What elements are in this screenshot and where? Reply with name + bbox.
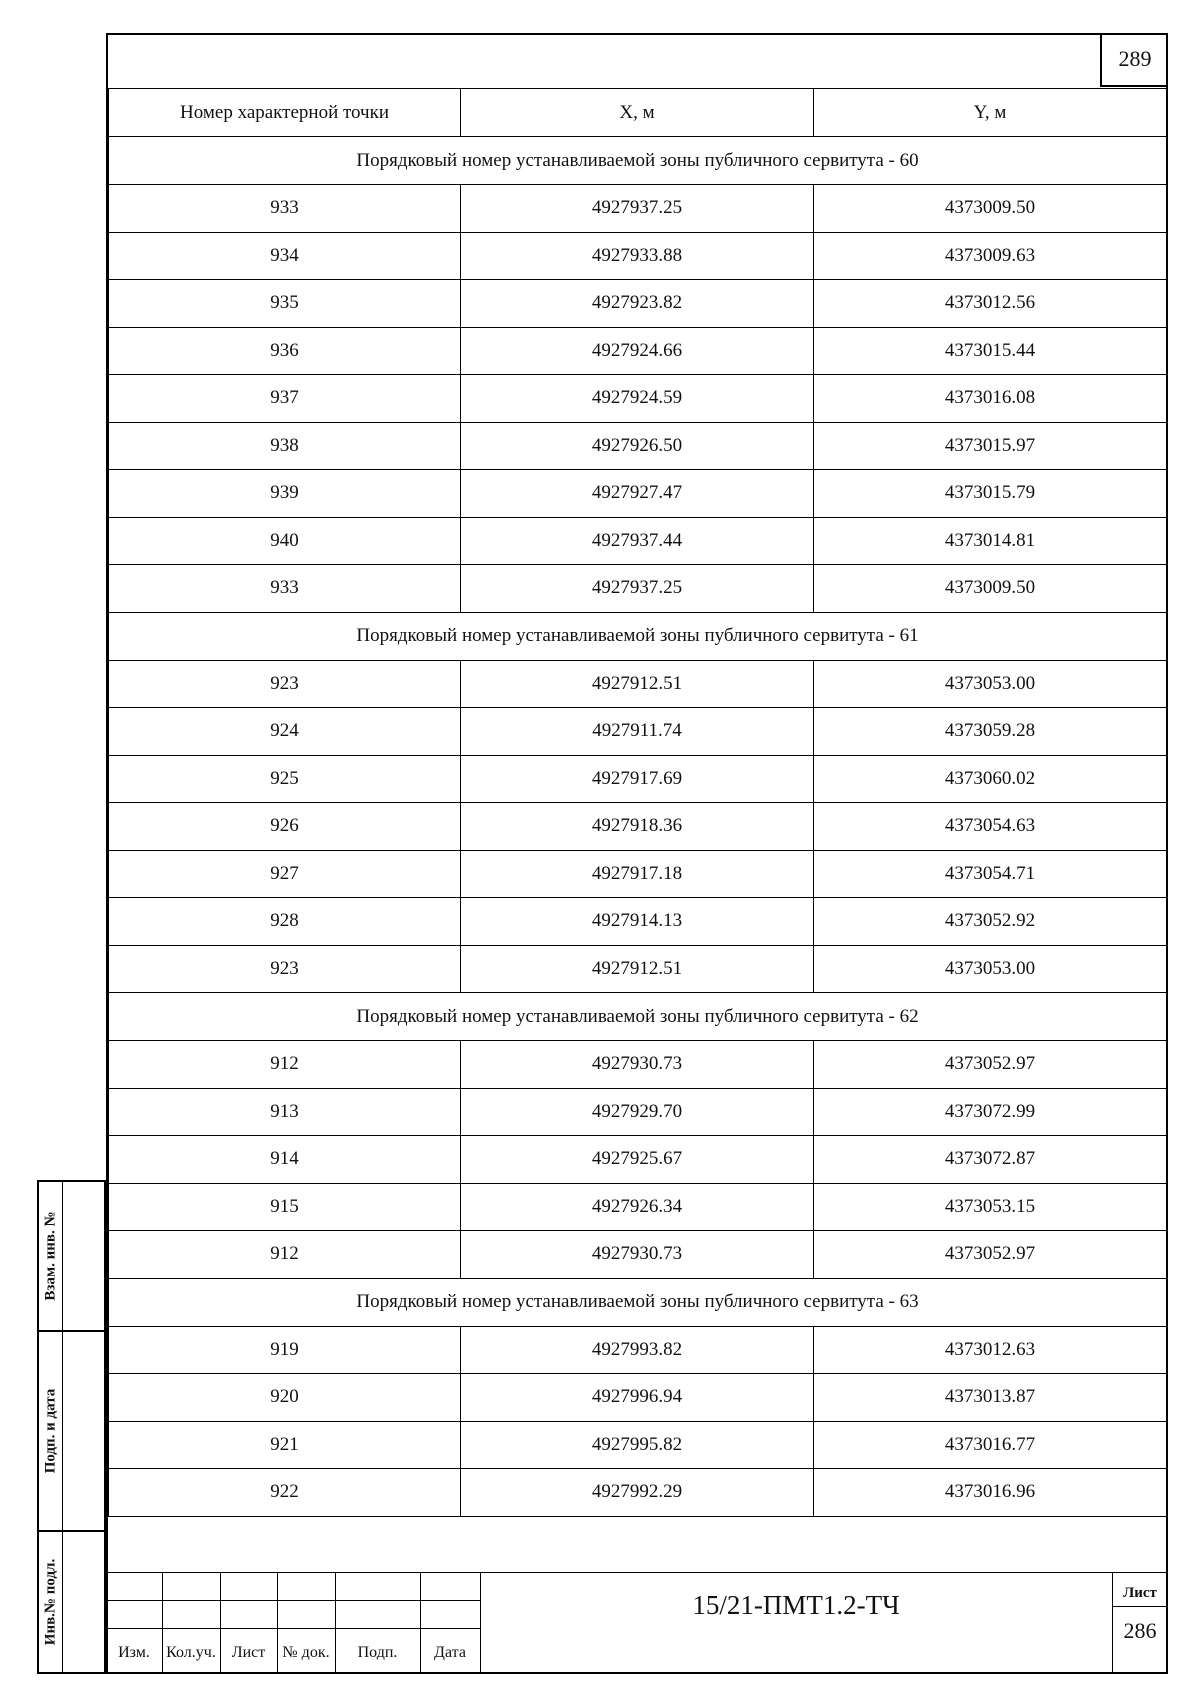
table-row xyxy=(109,850,1167,898)
x-coordinate-cell: 4927927.47 xyxy=(461,470,814,518)
y-coordinate-cell: 4373015.79 xyxy=(814,470,1167,518)
x-coordinate-cell: 4927933.88 xyxy=(461,232,814,280)
table-row xyxy=(109,1326,1167,1374)
y-coordinate-cell: 4373054.63 xyxy=(814,803,1167,851)
table-row xyxy=(109,803,1167,851)
point-number-cell: 938 xyxy=(109,422,461,470)
point-number-cell: 933 xyxy=(109,565,461,613)
page-number: 289 xyxy=(1100,33,1168,87)
x-coordinate-cell: 4927912.51 xyxy=(461,945,814,993)
point-number-cell: 923 xyxy=(109,945,461,993)
table-row xyxy=(109,1183,1167,1231)
table-row xyxy=(109,1421,1167,1469)
y-coordinate-cell: 4373014.81 xyxy=(814,517,1167,565)
x-coordinate-cell: 4927992.29 xyxy=(461,1469,814,1517)
y-coordinate-cell: 4373053.00 xyxy=(814,945,1167,993)
x-coordinate-cell: 4927930.73 xyxy=(461,1231,814,1279)
y-coordinate-cell: 4373009.50 xyxy=(814,565,1167,613)
table-row xyxy=(109,280,1167,328)
y-coordinate-cell: 4373016.77 xyxy=(814,1421,1167,1469)
point-number-cell: 924 xyxy=(109,708,461,756)
x-coordinate-cell: 4927924.66 xyxy=(461,327,814,375)
point-number-cell: 920 xyxy=(109,1374,461,1422)
table-row xyxy=(109,755,1167,803)
zone-title-row xyxy=(109,612,1167,660)
table-row xyxy=(109,470,1167,518)
y-coordinate-cell: 4373052.97 xyxy=(814,1231,1167,1279)
point-number-cell: 912 xyxy=(109,1231,461,1279)
header-y: Y, м xyxy=(814,89,1167,137)
y-coordinate-cell: 4373072.87 xyxy=(814,1136,1167,1184)
header-x: X, м xyxy=(461,89,814,137)
point-number-cell: 915 xyxy=(109,1183,461,1231)
point-number-cell: 921 xyxy=(109,1421,461,1469)
table-row xyxy=(109,327,1167,375)
sheet-box-line xyxy=(1112,1606,1168,1607)
table-row xyxy=(109,708,1167,756)
table-row xyxy=(109,1041,1167,1089)
y-coordinate-cell: 4373054.71 xyxy=(814,850,1167,898)
coordinates-table xyxy=(108,88,1167,1517)
x-coordinate-cell: 4927929.70 xyxy=(461,1088,814,1136)
x-coordinate-cell: 4927918.36 xyxy=(461,803,814,851)
y-coordinate-cell: 4373012.56 xyxy=(814,280,1167,328)
zone-title: Порядковый номер устанавливаемой зоны публичного сервитута - 62 xyxy=(109,993,1167,1041)
sheet-label: Лист xyxy=(1123,1585,1157,1601)
col-kol-uch: Кол.уч. xyxy=(166,1644,216,1661)
zone-title-row xyxy=(109,993,1167,1041)
point-number-cell: 928 xyxy=(109,898,461,946)
y-coordinate-cell: 4373016.08 xyxy=(814,375,1167,423)
x-coordinate-cell: 4927993.82 xyxy=(461,1326,814,1374)
x-coordinate-cell: 4927923.82 xyxy=(461,280,814,328)
y-coordinate-cell: 4373012.63 xyxy=(814,1326,1167,1374)
x-coordinate-cell: 4927924.59 xyxy=(461,375,814,423)
col-izm: Изм. xyxy=(118,1644,150,1661)
zone-title: Порядковый номер устанавливаемой зоны публичного сервитута - 61 xyxy=(109,612,1167,660)
x-coordinate-cell: 4927995.82 xyxy=(461,1421,814,1469)
point-number-cell: 940 xyxy=(109,517,461,565)
table-row xyxy=(109,185,1167,233)
x-coordinate-cell: 4927937.25 xyxy=(461,565,814,613)
point-number-cell: 937 xyxy=(109,375,461,423)
col-date: Дата xyxy=(434,1644,466,1661)
point-number-cell: 926 xyxy=(109,803,461,851)
table-row xyxy=(109,945,1167,993)
col-list: Лист xyxy=(231,1644,266,1661)
stamp-replace-inv xyxy=(37,1180,106,1332)
point-number-cell: 912 xyxy=(109,1041,461,1089)
y-coordinate-cell: 4373052.92 xyxy=(814,898,1167,946)
point-number-cell: 925 xyxy=(109,755,461,803)
table-row xyxy=(109,565,1167,613)
y-coordinate-cell: 4373015.44 xyxy=(814,327,1167,375)
x-coordinate-cell: 4927937.25 xyxy=(461,185,814,233)
table-row xyxy=(109,1088,1167,1136)
y-coordinate-cell: 4373072.99 xyxy=(814,1088,1167,1136)
y-coordinate-cell: 4373013.87 xyxy=(814,1374,1167,1422)
x-coordinate-cell: 4927925.67 xyxy=(461,1136,814,1184)
table-row xyxy=(109,517,1167,565)
tb-divider xyxy=(480,1572,481,1674)
table-row xyxy=(109,1231,1167,1279)
x-coordinate-cell: 4927926.50 xyxy=(461,422,814,470)
table-row xyxy=(109,1469,1167,1517)
y-coordinate-cell: 4373060.02 xyxy=(814,755,1167,803)
document-code: 15/21-ПМТ1.2-ТЧ xyxy=(692,1590,900,1620)
zone-title: Порядковый номер устанавливаемой зоны публичного сервитута - 63 xyxy=(109,1278,1167,1326)
point-number-cell: 914 xyxy=(109,1136,461,1184)
x-coordinate-cell: 4927996.94 xyxy=(461,1374,814,1422)
y-coordinate-cell: 4373009.50 xyxy=(814,185,1167,233)
y-coordinate-cell: 4373053.00 xyxy=(814,660,1167,708)
point-number-cell: 934 xyxy=(109,232,461,280)
stamp-replace-inv-label: Взам. инв. № xyxy=(42,1211,58,1301)
y-coordinate-cell: 4373059.28 xyxy=(814,708,1167,756)
point-number-cell: 919 xyxy=(109,1326,461,1374)
header-point-number: Номер характерной точки xyxy=(109,89,461,137)
zone-title-row xyxy=(109,1278,1167,1326)
col-podp: Подп. xyxy=(357,1644,398,1661)
point-number-cell: 922 xyxy=(109,1469,461,1517)
table-row xyxy=(109,375,1167,423)
stamp-sign-date-label: Подп. и дата xyxy=(42,1388,58,1474)
point-number-cell: 927 xyxy=(109,850,461,898)
zone-title: Порядковый номер устанавливаемой зоны публичного сервитута - 60 xyxy=(109,137,1167,185)
col-doc-no: № док. xyxy=(282,1644,330,1661)
title-block-top-line xyxy=(106,1572,1168,1573)
y-coordinate-cell: 4373053.15 xyxy=(814,1183,1167,1231)
table-header-row xyxy=(109,89,1167,137)
table-row xyxy=(109,660,1167,708)
x-coordinate-cell: 4927912.51 xyxy=(461,660,814,708)
table-row xyxy=(109,898,1167,946)
table-row xyxy=(109,1136,1167,1184)
x-coordinate-cell: 4927917.69 xyxy=(461,755,814,803)
y-coordinate-cell: 4373052.97 xyxy=(814,1041,1167,1089)
point-number-cell: 935 xyxy=(109,280,461,328)
table-row xyxy=(109,1374,1167,1422)
point-number-cell: 923 xyxy=(109,660,461,708)
x-coordinate-cell: 4927914.13 xyxy=(461,898,814,946)
stamp-sign-date xyxy=(37,1330,106,1532)
x-coordinate-cell: 4927911.74 xyxy=(461,708,814,756)
y-coordinate-cell: 4373009.63 xyxy=(814,232,1167,280)
y-coordinate-cell: 4373015.97 xyxy=(814,422,1167,470)
x-coordinate-cell: 4927937.44 xyxy=(461,517,814,565)
sheet-number: 286 xyxy=(1123,1618,1157,1643)
point-number-cell: 939 xyxy=(109,470,461,518)
point-number-cell: 913 xyxy=(109,1088,461,1136)
x-coordinate-cell: 4927926.34 xyxy=(461,1183,814,1231)
point-number-cell: 936 xyxy=(109,327,461,375)
stamp-orig-inv-label: Инв.№ подл. xyxy=(42,1558,58,1646)
table-row xyxy=(109,422,1167,470)
x-coordinate-cell: 4927917.18 xyxy=(461,850,814,898)
y-coordinate-cell: 4373016.96 xyxy=(814,1469,1167,1517)
zone-title-row xyxy=(109,137,1167,185)
stamp-orig-inv xyxy=(37,1530,106,1674)
table-row xyxy=(109,232,1167,280)
point-number-cell: 933 xyxy=(109,185,461,233)
x-coordinate-cell: 4927930.73 xyxy=(461,1041,814,1089)
